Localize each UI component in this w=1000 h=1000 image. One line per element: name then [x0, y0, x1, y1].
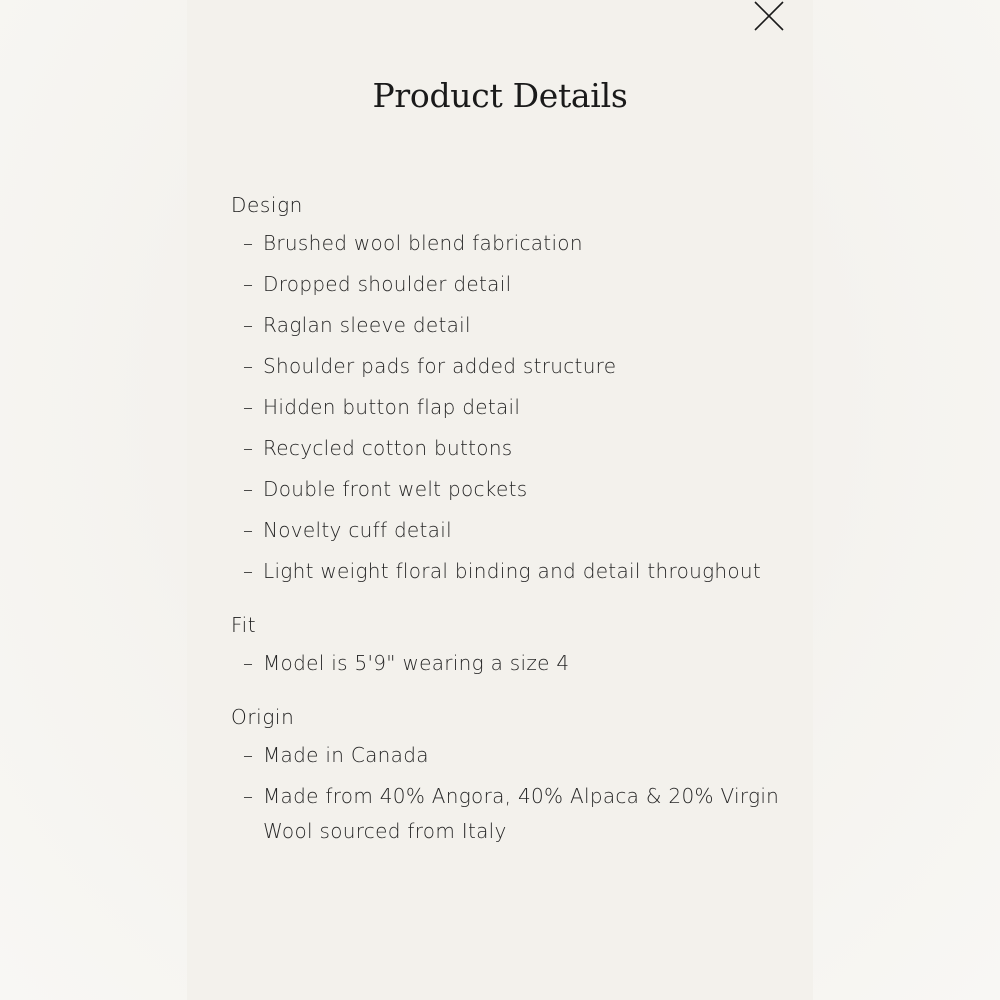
dash-bullet: –: [243, 436, 254, 460]
section-heading: Fit: [231, 613, 257, 637]
list-item-text: Made from 40% Angora, 40% Alpaca & 20% Virgin Wool sourced from Italy: [263, 784, 780, 843]
section-design: [231, 190, 791, 589]
list-item: [231, 779, 791, 849]
dash-bullet: –: [243, 395, 254, 419]
list-item: [231, 267, 791, 302]
list-item-text: Recycled cotton buttons: [263, 436, 513, 460]
dash-bullet: –: [243, 743, 254, 767]
list-item-text: Light weight floral binding and detail throughout: [263, 559, 762, 583]
list-item: [231, 738, 791, 773]
list-item-text: Dropped shoulder detail: [263, 272, 512, 296]
close-icon[interactable]: [752, 0, 788, 34]
section-heading: Design: [231, 193, 303, 217]
list-item: [231, 431, 791, 466]
list-item-text: Made in Canada: [263, 743, 429, 767]
design-list: [231, 226, 791, 589]
list-item: [231, 390, 791, 425]
list-item-text: Brushed wool blend fabrication: [263, 231, 583, 255]
section-fit: [231, 610, 791, 681]
fit-list: [231, 646, 791, 681]
dash-bullet: –: [243, 477, 254, 501]
list-item: [231, 349, 791, 384]
dash-bullet: –: [243, 231, 254, 255]
product-details-content: [231, 190, 791, 855]
dash-bullet: –: [243, 354, 254, 378]
dash-bullet: –: [243, 651, 254, 675]
list-item-text: Shoulder pads for added structure: [263, 354, 617, 378]
list-item: [231, 513, 791, 548]
list-item-text: Double front welt pockets: [263, 477, 528, 501]
dash-bullet: –: [243, 518, 254, 542]
section-heading: Origin: [231, 705, 295, 729]
section-origin: [231, 702, 791, 849]
list-item-text: Novelty cuff detail: [263, 518, 452, 542]
dash-bullet: –: [243, 784, 254, 808]
dash-bullet: –: [243, 313, 254, 337]
list-item: [231, 226, 791, 261]
list-item: [231, 554, 791, 589]
list-item-text: Raglan sleeve detail: [263, 313, 471, 337]
list-item: [231, 646, 791, 681]
close-button[interactable]: [752, 0, 788, 34]
list-item: [231, 472, 791, 507]
dash-bullet: –: [243, 272, 254, 296]
list-item: [231, 308, 791, 343]
product-details-modal: [187, 0, 813, 1000]
dash-bullet: –: [243, 559, 254, 583]
list-item-text: Model is 5'9" wearing a size 4: [263, 651, 570, 675]
origin-list: [231, 738, 791, 849]
modal-title: Product Details: [372, 76, 628, 115]
list-item-text: Hidden button flap detail: [263, 395, 521, 419]
